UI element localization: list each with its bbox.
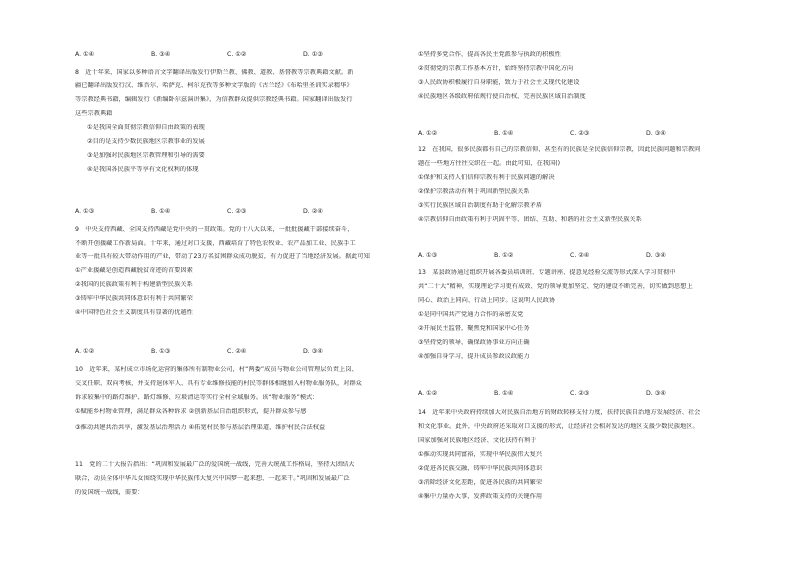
option-b: B. ①③ [151, 348, 171, 355]
q11-stem-line: 联合，动员全体中华儿女围绕实现中华民族伟大复兴中国梦一起来想、一起来干。”巩固和发展最广泛 [75, 475, 350, 482]
q13-stem-line: 13 某县政协通过组织开展各委员培训班、专题讲座、提意见经验交流等形式深入学习贯彻中 [418, 269, 676, 276]
q8-stem-line: 疆已翻译出版发行汉、维吾尔、哈萨克、柯尔克孜等多种文字版的《古兰经》《布哈里圣训实录精华》 [75, 82, 353, 89]
q9-item: ②我国的民族政策有利于构建新型民族关系 [75, 281, 193, 288]
q12-stem-line: 题在一些地方往往交织在一起。由此可知，在我国() [418, 160, 561, 167]
option-a: A. ①② [418, 130, 438, 137]
option-a: A. ①② [75, 348, 95, 355]
q10-item: ③推动共建共治共享，激发基层治理活力 ④拓宽村民参与基层治理渠道，维护村民合法权益 [75, 424, 326, 431]
option-b: B. ①② [494, 252, 514, 259]
q14-item: ④集中力量办大事，发挥政策支持的关键作用 [418, 493, 543, 500]
q8-stem-line: 这些宗教典籍 [75, 110, 113, 117]
q8-item: ②目的是支持少数民族地区宗教事业的发展 [87, 138, 205, 145]
q8-stem-line: 8 近十年来，国家以多种语言文字翻译出版发行伊斯兰教、佛教、道教、基督教等宗教典籍文献。新 [75, 69, 354, 76]
option-d: D. ③④ [646, 252, 666, 259]
q12-item: ②保护宗教活动有利于巩固新型民族关系 [418, 188, 530, 195]
option-b: B. ①④ [151, 208, 171, 215]
q11-item: ④民族地区各级政府依规行使自治权，完善民族区域自治制度 [418, 93, 586, 100]
q9-item: ④中国特色社会主义制度具有显著的优越性 [75, 309, 193, 316]
option-c: C. ②③ [570, 130, 590, 137]
q11-item: ③人民政协积极履行自身职能，致力于社会主义现代化建设 [418, 79, 580, 86]
q11-stem-line: 的爱国统一战线，需要： [75, 489, 144, 496]
option-a: A. ①③ [418, 252, 438, 259]
q10-item: ①赋能乡村物业管理，满足群众各种诉求 ②创新基层自治组织形式，提升群众参与感 [75, 408, 307, 415]
q10-stem-line: 诉求较集中的路灯维护、路灯维修、垃圾清运等实行全村全域服务。该“物业服务”模式： [75, 394, 319, 401]
q11-stem-line: 11 党的二十大报告指出：“巩固和发展最广泛的爱国统一战线，完善大统战工作格局，坚持大团结大 [75, 461, 355, 468]
option-d: D. ③④ [646, 390, 666, 397]
q9-stem-line: 业等一批具有较大带动作用的产业，带动了23万名贫困群众成功脱贫，有力促进了当地经济发展。据此可知 [75, 253, 370, 260]
option-b: B. ③④ [151, 51, 171, 58]
option-c: C. ②④ [227, 348, 247, 355]
q13-item: ③坚持党的领导，确保政协事业方向正确 [418, 339, 530, 346]
q14-item: ①推动实现共同富裕，实现中华民族伟大复兴 [418, 451, 543, 458]
q13-item: ②开展民主监督，聚焦党和国家中心任务 [418, 325, 530, 332]
option-d: D. ①③ [303, 51, 323, 58]
q14-stem-line: 国家加强对民族地区经济、文化扶持有利于 [418, 437, 537, 444]
q13-item: ④加强自身学习，提升成员参政议政能力 [418, 353, 530, 360]
q14-stem-line: 14 近年来中央政府持续加大对民族自治地方的财政转移支付力度，扶持民族自治地方发展经济、社会 [418, 409, 701, 416]
q12-item: ③实行民族区域自治制度有助于化解宗教矛盾 [418, 202, 543, 209]
q14-item: ②促进各民族交融，铸牢中华民族共同体意识 [418, 465, 543, 472]
q9-stem-line: 不断开创援藏工作新局面。十年来，通过对口支援，西藏培育了特色农牧业、农产品加工业、民族手工 [75, 240, 356, 247]
option-b: B. ①④ [494, 130, 514, 137]
q12-stem-line: 12 在我国，很多民族都有自己的宗教信仰，甚至有的民族是全民族信仰宗教，因此民族问题和宗教问 [418, 146, 701, 153]
q14-stem-line: 和文化事业。此外，中央政府还采取对口支援的形式，让经济社会相对发达的地区支援少数民族地区。 [418, 423, 699, 430]
q13-stem-line: 共“二十大”精神，实现理论学习更有成效、党的领导更加坚定、党的建设不断完善，切实做到思想上 [418, 283, 693, 290]
q10-stem-line: 交叉任职、双向考核，并支持退休军人、具有专业维修技能的村民等群体相继加入村物业服务队，对群众 [75, 380, 362, 387]
option-c: C. ②④ [570, 252, 590, 259]
q11-item: ①坚持多党合作，提高各民主党派参与执政的积极性 [418, 51, 561, 58]
q8-item: ④是我国各民族平等享有文化权利的体现 [87, 166, 199, 173]
q10-stem-line: 10 近年来，某村成立市场化运营的集体所有制物业公司，村“两委”成员与物业公司管理层负责上岗、 [75, 366, 358, 373]
q11-item: ②贯彻党的宗教工作基本方针，始终坚持宗教中国化方向 [418, 65, 574, 72]
option-a: A. ①④ [75, 51, 95, 58]
q12-item: ①保护和支持人们信仰宗教有利于民族问题的解决 [418, 174, 555, 181]
q9-item: ③铸牢中华民族共同体意识有利于共同繁荣 [75, 295, 193, 302]
option-d: D. ③④ [303, 348, 323, 355]
option-d: D. ②④ [303, 208, 323, 215]
q9-stem-line: 9 中央支持西藏、全国支持西藏是党中央的一贯政策。党的十八大以来，一批批援藏干部接续奋斗， [75, 226, 354, 233]
option-c: C. ②③ [570, 390, 590, 397]
option-c: C. ①② [227, 51, 247, 58]
option-b: B. ①④ [494, 390, 514, 397]
q12-item: ④宗教信仰自由政策有利于巩固平等、团结、互助、和谐的社会主义新型民族关系 [418, 216, 642, 223]
q13-item: ①是同中国共产党通力合作的亲密友党 [418, 311, 524, 318]
option-c: C. ②③ [227, 208, 247, 215]
q8-item: ③是加强对民族地区宗教管理和引导的需要 [87, 152, 205, 159]
q8-stem-line: 等宗教经典书籍，编辑发行《新编卧尔兹演讲集》，为信教群众提供宗教经典书籍。国家翻译出版发行 [75, 96, 353, 103]
q8-item: ①是我国全面贯彻宗教信仰自由政策的表现 [87, 124, 205, 131]
q9-item: ①产业援藏是创造西藏脱贫奇迹的首要因素 [75, 267, 193, 274]
q13-stem-line: 同心、政治上同向、行动上同步。这说明人民政协 [418, 297, 556, 304]
option-a: A. ①② [418, 390, 438, 397]
option-a: A. ①③ [75, 208, 95, 215]
q14-item: ③消除经济文化差距，促进各民族的共同繁荣 [418, 479, 543, 486]
option-d: D. ③④ [646, 130, 666, 137]
